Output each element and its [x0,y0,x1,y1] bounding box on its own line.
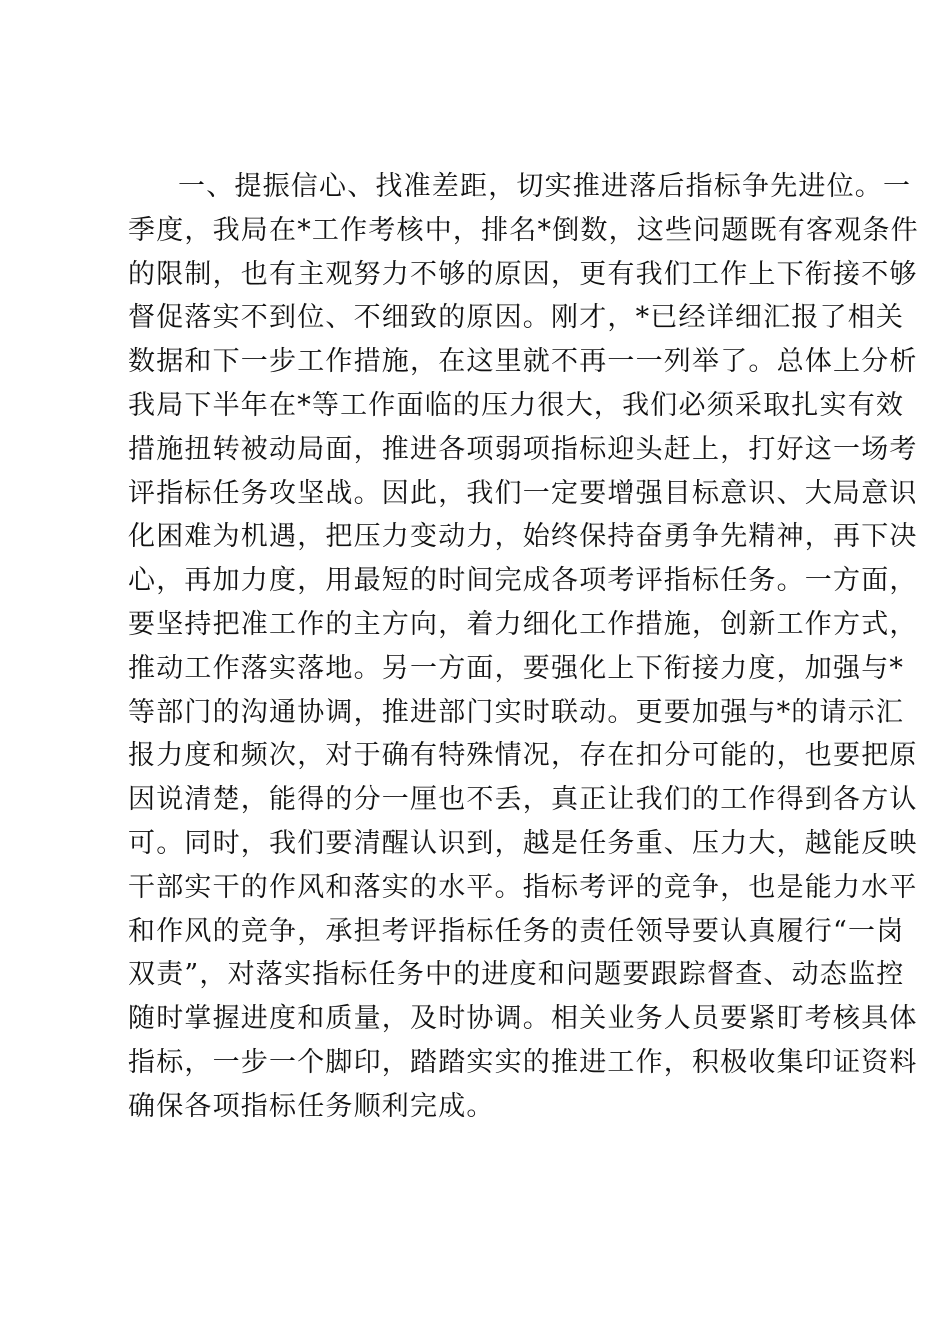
paragraph-line: 心，再加力度，用最短的时间完成各项考评指标任务。一方面， [128,565,918,597]
paragraph-line: 等部门的沟通协调，推进部门实时联动。更要加强与*的请示汇 [128,696,905,728]
paragraph-line: 督促落实不到位、不细致的原因。刚才，*已经详细汇报了相关 [128,302,905,334]
paragraph-line: 我局下半年在*等工作面临的压力很大，我们必须采取扎实有效 [128,389,905,421]
paragraph-line: 一、提振信心、找准差距，切实推进落后指标争先进位。一 [178,171,912,202]
paragraph-line: 确保各项指标任务顺利完成。 [128,1090,495,1122]
paragraph-line: 双责”，对落实指标任务中的进度和问题要跟踪督查、动态监控 [128,959,905,991]
paragraph-line: 报力度和频次，对于确有特殊情况，存在扣分可能的，也要把原 [128,740,918,772]
paragraph-line: 评指标任务攻坚战。因此，我们一定要增强目标意识、大局意识 [128,477,918,509]
paragraph-line: 要坚持把准工作的主方向，着力细化工作措施，创新工作方式， [128,608,918,640]
paragraph-line: 随时掌握进度和质量，及时协调。相关业务人员要紧盯考核具体 [128,1003,918,1035]
paragraph-line: 因说清楚，能得的分一厘也不丢，真正让我们的工作得到各方认 [128,784,918,816]
paragraph-line: 可。同时，我们要清醒认识到，越是任务重、压力大，越能反映 [128,827,918,859]
paragraph-line: 指标，一步一个脚印，踏踏实实的推进工作，积极收集印证资料 [128,1046,918,1078]
paragraph-line: 化困难为机遇，把压力变动力，始终保持奋勇争先精神，再下决 [128,521,918,553]
paragraph-line: 季度，我局在*工作考核中，排名*倒数，这些问题既有客观条件 [128,214,919,246]
paragraph-line: 的限制，也有主观努力不够的原因，更有我们工作上下衔接不够 [128,258,918,290]
body-paragraph [128,165,919,1129]
paragraph-line: 数据和下一步工作措施，在这里就不再一一列举了。总体上分析 [128,346,918,378]
paragraph-line: 和作风的竞争，承担考评指标任务的责任领导要认真履行“一岗 [128,915,905,947]
paragraph-line: 措施扭转被动局面，推进各项弱项指标迎头赶上，打好这一场考 [128,433,918,465]
paragraph-line: 干部实干的作风和落实的水平。指标考评的竞争，也是能力水平 [128,871,918,903]
paragraph-line: 推动工作落实落地。另一方面，要强化上下衔接力度，加强与* [128,652,905,684]
